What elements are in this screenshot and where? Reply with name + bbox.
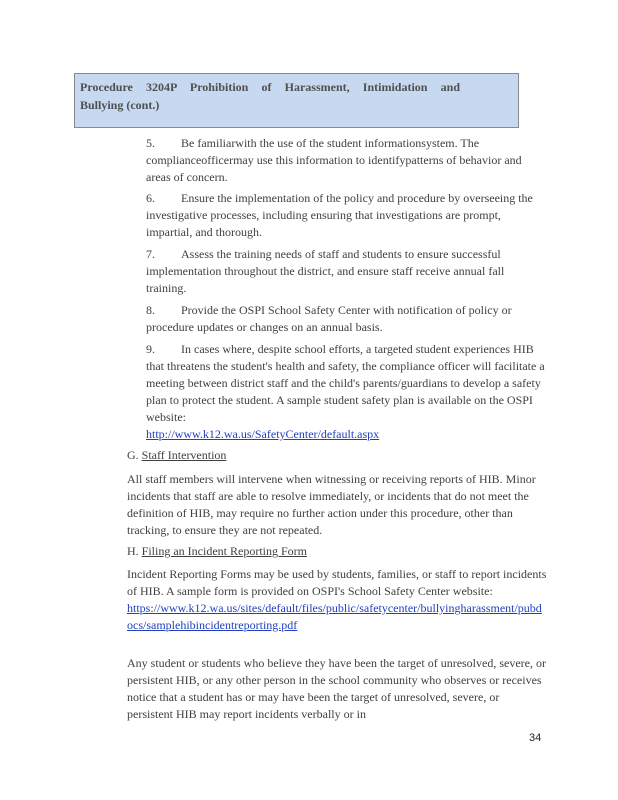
list-item-number: 6. (146, 191, 155, 205)
section-h-prefix: H. (127, 544, 142, 558)
list-item-7 (146, 246, 546, 297)
list-item-number: 8. (146, 303, 155, 317)
procedure-title-line1: Procedure 3204P Prohibition of Harassment, Intimidation and (80, 80, 460, 94)
list-item-text: Provide the OSPI School Safety Center with notification of policy or procedure updates or changes on an annual basis. (146, 303, 512, 334)
safety-center-link[interactable]: http://www.k12.wa.us/SafetyCenter/default.aspx (146, 427, 380, 441)
section-g-body: All staff members will intervene when witnessing or receiving reports of HIB. Minor incidents that staff are able to resolve immediately, or incidents that do not meet the definition of HIB, may require no further action under this procedure, other than tracking, to ensure they are not repeated. (127, 472, 536, 537)
section-h-body2: Any student or students who believe they have been the target of unresolved, severe, or persistent HIB, or any other person in the school community who observes or receives notice that a student has or may have been the target of unresolved, severe, or persistent HIB may report incidents verbally or in (127, 656, 546, 721)
section-h-body (127, 566, 547, 634)
page-number: 34 (529, 732, 542, 744)
list-item-8 (146, 302, 546, 336)
section-h-heading (127, 543, 547, 560)
list-item-6 (146, 190, 546, 241)
list-item-text: Assess the training needs of staff and students to ensure successful implementation throughout the district, and ensure staff receive annual fall training. (146, 247, 505, 295)
procedure-title-line2: Bullying (cont.) (80, 98, 160, 112)
list-item-9 (146, 341, 546, 443)
list-item-number: 9. (146, 342, 155, 356)
incident-form-link[interactable]: https://www.k12.wa.us/sites/default/files/public/safetycenter/bullyingharassment/pubdocs/samplehibincidentreporting.pdf (127, 601, 542, 632)
list-item-number: 5. (146, 136, 155, 150)
list-item-text: Ensure the implementation of the policy and procedure by overseeing the investigative processes, including ensuring that investigations are prompt, impartial, and thorough. (146, 191, 533, 239)
section-g-title: Staff Intervention (141, 448, 227, 462)
list-item-number: 7. (146, 247, 155, 261)
section-g-prefix: G. (127, 448, 142, 462)
procedure-header-box (74, 73, 519, 128)
section-h-intro: Incident Reporting Forms may be used by students, families, or staff to report incidents of HIB. A sample form is provided on OSPI's School Safety Center website: (127, 567, 547, 598)
section-g-heading (127, 447, 547, 464)
list-item-5 (146, 135, 546, 186)
section-h-title: Filing an Incident Reporting Form (141, 544, 307, 558)
list-item-text: In cases where, despite school efforts, a targeted student experiences HIB that threatens the student's health and safety, the compliance officer will facilitate a meeting between district staff and the child's parents/guardians to develop a safety plan to protect the student. A sample student safety plan is available on the OSPI website: (146, 342, 545, 424)
list-item-text: Be familiarwith the use of the student informationsystem. The complianceofficermay use this information to identifypatterns of behavior and areas of concern. (146, 136, 522, 184)
